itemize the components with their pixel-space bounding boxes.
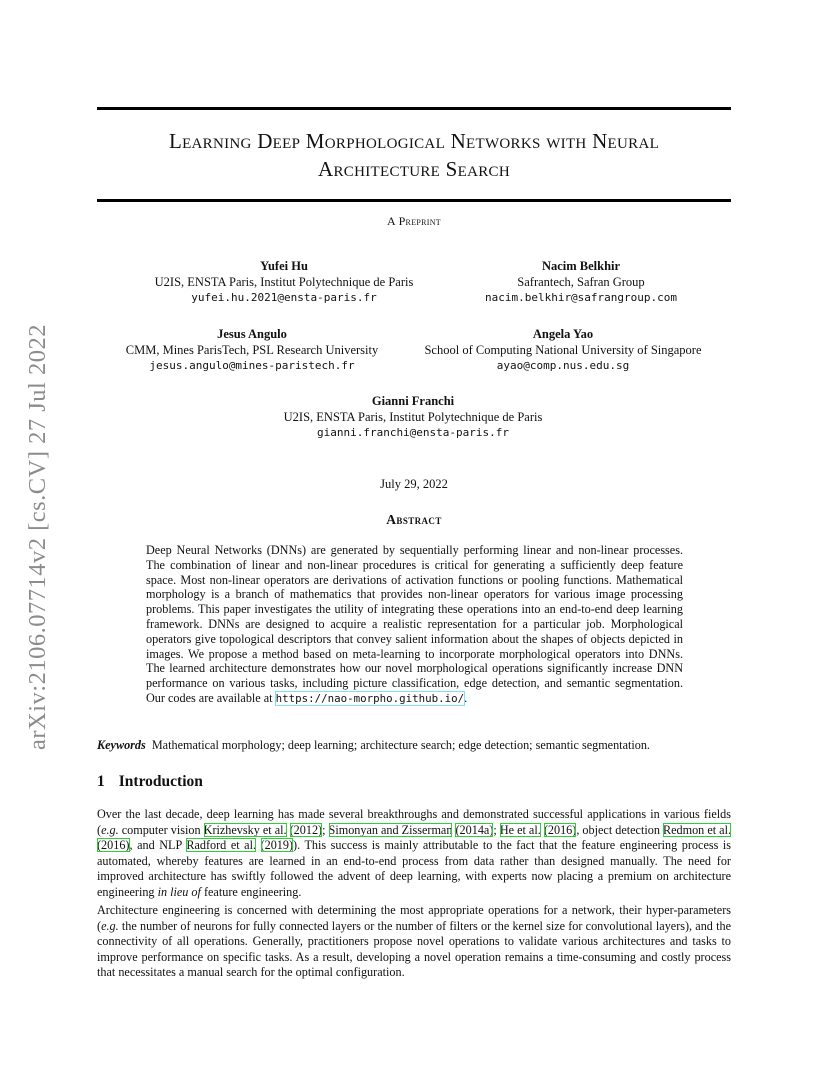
citation-link[interactable]: He et al. (499, 822, 541, 837)
text-run: ). This success is mainly attributable to the fact that the feature engineering process is automated, whereby features are learned in an end-to-end process from data rather than designed manually. The need for improved architecture has swiftly followed the advent of deep learning, with experts now placing a premium on architecture engineering (97, 838, 732, 899)
text-run: Architecture engineering is concerned with determining the most appropriate operations for a network, their hyper-parameters ( (97, 903, 731, 933)
code-link[interactable]: https://nao-morpho.github.io/ (275, 691, 465, 705)
citation-year-link[interactable]: (2014a) (455, 822, 494, 837)
author-email[interactable]: yufei.hu.2021@ensta-paris.fr (191, 291, 377, 304)
keywords-label: Keywords (97, 738, 146, 752)
author-name: Angela Yao (532, 327, 594, 341)
author-affiliation: CMM, Mines ParisTech, PSL Research University (125, 343, 379, 357)
title-line-2: Architecture Search (318, 157, 510, 181)
arxiv-identifier: arXiv:2106.07714v2 [cs.CV] 27 Jul 2022 (24, 324, 51, 750)
author-block (485, 258, 677, 306)
author-name: Yufei Hu (260, 259, 308, 273)
text-run: ; (493, 822, 500, 837)
intro-paragraph-2 (97, 903, 731, 981)
text-run: e.g. (101, 822, 119, 837)
abstract-trailing: . (464, 690, 468, 705)
section-heading (97, 773, 203, 791)
keywords-line (97, 738, 731, 753)
author-block (424, 326, 701, 374)
author-email[interactable]: ayao@comp.nus.edu.sg (496, 359, 630, 372)
author-email[interactable]: nacim.belkhir@safrangroup.com (484, 291, 678, 304)
text-run: feature engineering. (200, 884, 302, 899)
author-block (126, 326, 378, 374)
author-affiliation: U2IS, ENSTA Paris, Institut Polytechnique de Paris (283, 410, 543, 424)
title-line-1: Learning Deep Morphological Networks with Neural (168, 129, 660, 153)
citation-link[interactable]: Krizhevsky et al. (203, 822, 287, 837)
keywords-text: Mathematical morphology; deep learning; architecture search; edge detection; semantic segmentation. (151, 738, 650, 752)
text-run: Over the last decade, deep learning has made several breakthroughs and demonstrated successful applications in various fields ( (97, 807, 731, 837)
author-name: Jesus Angulo (217, 327, 287, 341)
text-run: in lieu of (157, 884, 201, 899)
author-affiliation: Safrantech, Safran Group (517, 275, 645, 289)
author-block (155, 258, 414, 306)
paper-title (97, 127, 731, 183)
author-affiliation: U2IS, ENSTA Paris, Institut Polytechnique de Paris (154, 275, 414, 289)
abstract-body: Deep Neural Networks (DNNs) are generated by sequentially performing linear and non-linear processes. The combination of linear and non-linear procedures is critical for generating a sufficiently deep feature space. Most non-linear operators are derivations of activation functions or pooling functions. Mathematical morphology is a branch of mathematics that provides non-linear operators for various image processing problems. This paper investigates the utility of integrating these operations into an end-to-end deep learning framework. DNNs are designed to acquire a realistic representation for a particular job. Morphological operators give topological descriptors that convey salient information about the shapes of objects depicted in images. We propose a method based on meta-learning to incorporate morphological operators into DNNs. The learned architecture demonstrates how our novel morphological operations significantly increase DNN performance on various tasks, including picture classification, edge detection, and semantic segmentation. Our codes are available at (146, 543, 683, 705)
citation-year-link[interactable]: (2016) (97, 838, 130, 853)
citation-year-link[interactable]: (2016) (543, 822, 577, 837)
abstract-heading: Abstract (386, 512, 442, 527)
author-name: Gianni Franchi (371, 394, 455, 408)
citation-link[interactable]: Redmon et al. (662, 822, 731, 837)
author-affiliation: School of Computing National University of Singapore (424, 343, 702, 357)
text-run: computer vision (118, 822, 204, 837)
text-run: e.g. (101, 918, 119, 933)
publication-date: July 29, 2022 (380, 477, 448, 491)
section-number: 1 (97, 773, 105, 790)
citation-year-link[interactable]: (2012) (289, 822, 323, 837)
preprint-label: A Preprint (386, 214, 441, 228)
author-name: Nacim Belkhir (541, 259, 621, 273)
text-run: the number of neurons for fully connected layers or the number of filters or the kernel size for convolutional layers), and the connectivity of all operations. Generally, practitioners propose novel operations to validate various architectures and tasks to improve performance on specific tasks. As a result, developing a novel operation remains a time-consuming and costly process that necessitates a manual search for the optimal configuration. (97, 918, 731, 980)
author-block (284, 393, 543, 441)
title-top-rule (97, 107, 731, 110)
abstract-text (146, 543, 683, 707)
section-title: Introduction (118, 773, 203, 790)
author-email[interactable]: jesus.angulo@mines-paristech.fr (149, 359, 355, 372)
citation-link[interactable]: Simonyan and Zisserman (328, 822, 453, 837)
text-run: ; (322, 822, 329, 837)
author-email[interactable]: gianni.franchi@ensta-paris.fr (316, 426, 510, 439)
text-run: , and NLP (129, 838, 187, 853)
citation-link[interactable]: Radford et al. (186, 838, 256, 853)
text-run: , object detection (576, 822, 663, 837)
intro-paragraph-1 (97, 807, 731, 901)
title-bottom-rule (97, 199, 731, 202)
citation-year-link[interactable]: (2019) (260, 838, 294, 853)
